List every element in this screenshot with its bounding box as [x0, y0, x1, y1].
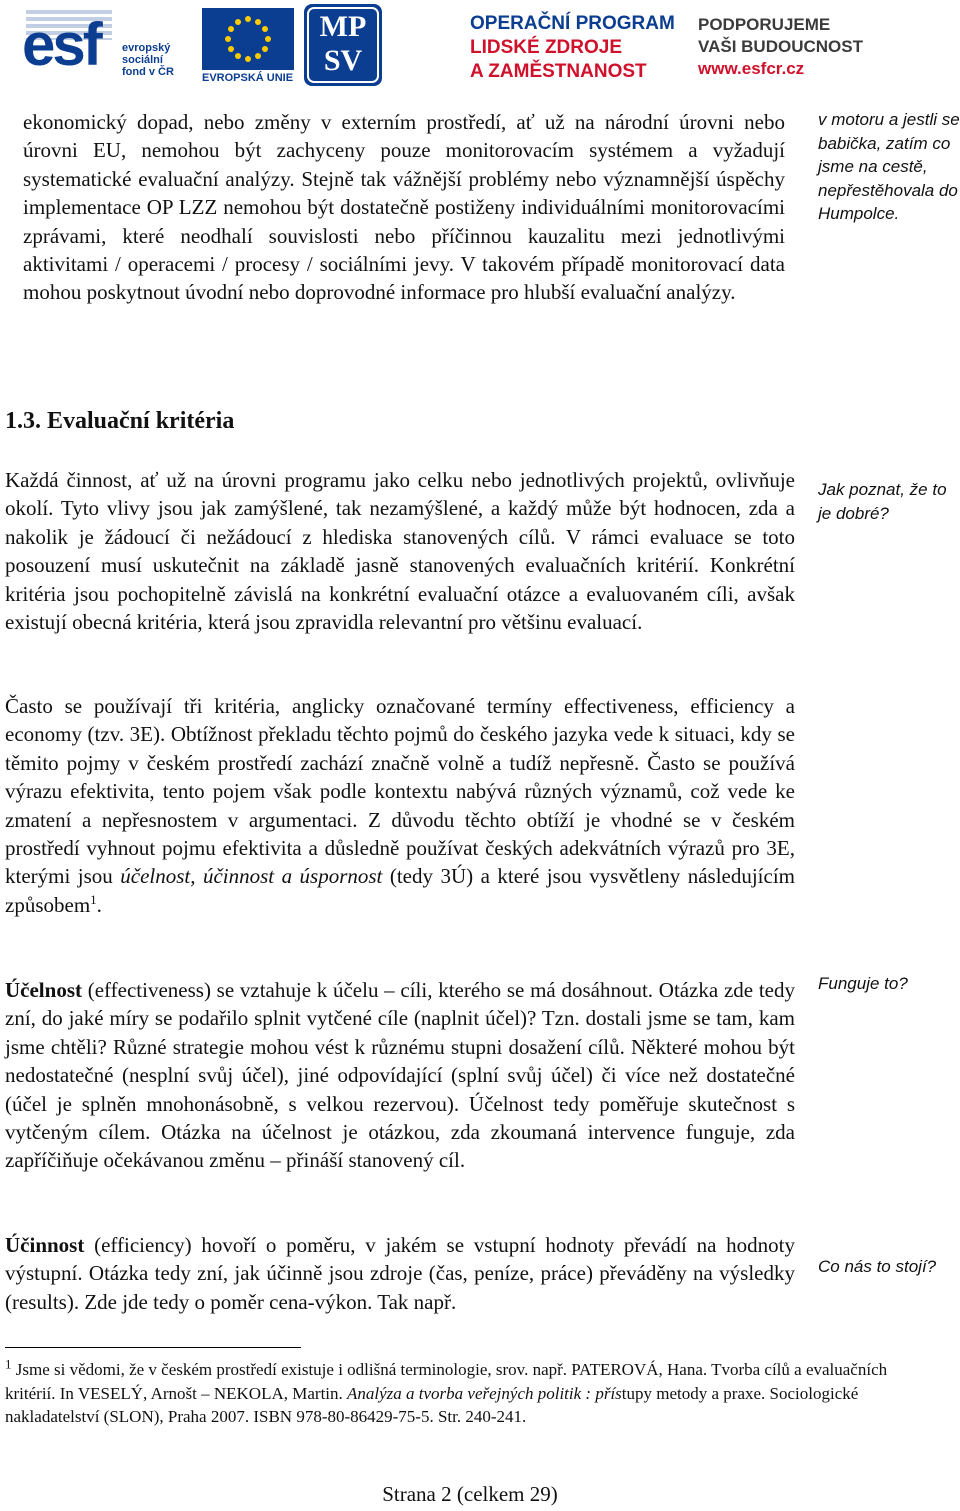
esf-text-line: evropský	[122, 42, 171, 54]
footnote	[5, 1358, 920, 1429]
eu-flag-icon	[202, 8, 294, 70]
efficiency-paragraph	[5, 1231, 795, 1316]
support-url: www.esfcr.cz	[698, 59, 805, 78]
paragraph-text: (efficiency) hovoří o poměru, v jakém se vstupní hodnoty převádí na hodnoty výstupní. Otázka tedy zní, jak účinně jsou zdroje (čas, peníze, práce) převáděny na výsledky (results). Zde jde tedy o poměr cena-výkon. Tak např.	[5, 1233, 795, 1314]
esf-logo-letters: esf	[22, 11, 100, 78]
intro-paragraph: ekonomický dopad, nebo změny v externím prostředí, ať už na národní úrovni nebo úrovni EU, nemohou být zachyceny pouze monitorovacím systémem a vyžadují systematické evaluační analýzy. Stejně tak vážnější problémy nebo významnější úspěchy implementace OP LZZ nemohou být dostatečně postiženy individuálními monitorovacími zprávami, které neodhalí souvislosti nebo příčinnou kauzalitu mezi jednotlivými aktivitami / operacemi / procesy / sociálními jevy. V takovém případě monitorovací data mohou poskytnout úvodní nebo doprovodné informace pro hlubší evaluační analýzy.	[23, 110, 785, 305]
mpsv-logo-top: MP	[319, 10, 367, 43]
margin-note: Jak poznat, že to je dobré?	[818, 480, 947, 523]
footnote-text: Jsme si vědomi, že v českém prostředí existuje i odlišná terminologie, srov. např. PATEROVÁ, Hana. Tvorba cílů a evaluačních kritérií. In VESELÝ, Arnošt – NEKOLA, Martin.	[5, 1360, 888, 1403]
page-number: Strana 2 (celkem 29)	[382, 1482, 558, 1506]
paragraph-text: .	[96, 892, 102, 917]
term-bold: Účelnost	[5, 978, 82, 1002]
esf-text-line: sociální	[122, 54, 163, 66]
op-line: OPERAČNÍ PROGRAM	[470, 13, 675, 34]
mpsv-logo	[304, 4, 382, 86]
support-slogan	[698, 14, 863, 80]
paragraph-text: Často se používají tři kritéria, anglicky označované termíny effectiveness, efficiency a economy (tzv. 3E). Obtížnost překladu těchto pojmů do českého jazyka vede k situaci, kdy se těmito pojmy v českém prostředí zachází značně volně a tudíž nepřesně. Často se používá výrazu efektivita, tento pojem však podle kontextu nabývá různých významů, což vede ke zmatení a nepřesnostem v argumentaci. Z důvodu těchto obtíží je vhodné se v českém prostředí vyhnout pojmu efektivita a důsledně používat českých adekvátních výrazů pro 3E, kterými jsou	[5, 694, 795, 889]
mpsv-logo-bottom: SV	[323, 44, 363, 77]
footnote-ref: 1	[90, 891, 97, 907]
op-lzz-logo	[470, 12, 675, 84]
footnote-text: tupy metody a praxe. Sociologické nakladatelství (SLON), Praha 2007. ISBN 978-80-86429-75-5. Str. 240-241.	[5, 1383, 859, 1426]
eu-label: EVROPSKÁ UNIE	[202, 72, 294, 84]
support-line: PODPORUJEME	[698, 15, 831, 34]
term-bold: Účinnost	[5, 1233, 85, 1257]
three-e-paragraph	[5, 692, 795, 919]
esf-text-line: fond v ČR	[122, 66, 174, 78]
footnote-italic: Analýza a tvorba veřejných politik : přís	[347, 1383, 622, 1403]
footnote-divider	[5, 1347, 301, 1348]
margin-note: v motoru a jestli se babička, zatím co jsme na cestě, nepřestěhovala do Humpolce.	[818, 110, 960, 223]
margin-note: Funguje to?	[818, 974, 908, 993]
support-line: VAŠI BUDOUCNOST	[698, 37, 863, 56]
effectiveness-paragraph	[5, 976, 795, 1175]
section-heading: 1.3. Evaluační kritéria	[5, 408, 235, 434]
op-line: A ZAMĚSTNANOST	[470, 61, 647, 82]
esf-logo	[22, 6, 294, 86]
esf-logo-text	[122, 42, 174, 78]
margin-note: Co nás to stojí?	[818, 1257, 937, 1276]
paragraph-text: (effectiveness) se vztahuje k účelu – cíli, kterého se má dosáhnout. Otázka zde tedy zní, do jaké míry se podařilo splnit vytčené cíle (naplnit účel)? Tzn. dostali jsme se tam, kam jsme chtěli? Různé strategie mohou vést k různému stupni dosažení cílů. Některé mohou být nedostatečné (nesplní svůj účel), jiné odpovídající (splní svůj účel) či více než dostatečné (účel je splněn mnohonásobně, s velkou rezervou). Účelnost tedy poměřuje skutečnost s vytčeným cílem. Otázka na účelnost je otázkou, zda zkoumaná intervence funguje, zda zapříčiňuje očekávanou změnu – přináší stanovený cíl.	[5, 978, 795, 1173]
paragraph-italic: účelnost, účinnost a úspornost	[120, 864, 383, 889]
footnote-number: 1	[5, 1356, 12, 1372]
op-line: LIDSKÉ ZDROJE	[470, 37, 623, 58]
page-header	[0, 0, 960, 92]
criteria-paragraph: Každá činnost, ať už na úrovni programu jako celku nebo jednotlivých projektů, ovlivňuje okolí. Tyto vlivy jsou jak zamýšlené, tak nezamýšlené, a každý může být hodnocen, zda a nakolik je žádoucí či nežádoucí z hlediska stanovených cílů. V rámci evaluace se toto posouzení musí uskutečnit na základě jasně stanovených evaluačních kritérií. Konkrétní kritéria jsou pochopitelně závislá na konkrétní evaluační otázce a evaluovaném cíli, avšak existují obecná kritéria, která jsou zpravidla relevantní pro většinu evaluací.	[5, 468, 795, 635]
paragraph-text: (tedy 3Ú) a které jsou vysvětleny následujícím způsobem	[5, 864, 796, 917]
